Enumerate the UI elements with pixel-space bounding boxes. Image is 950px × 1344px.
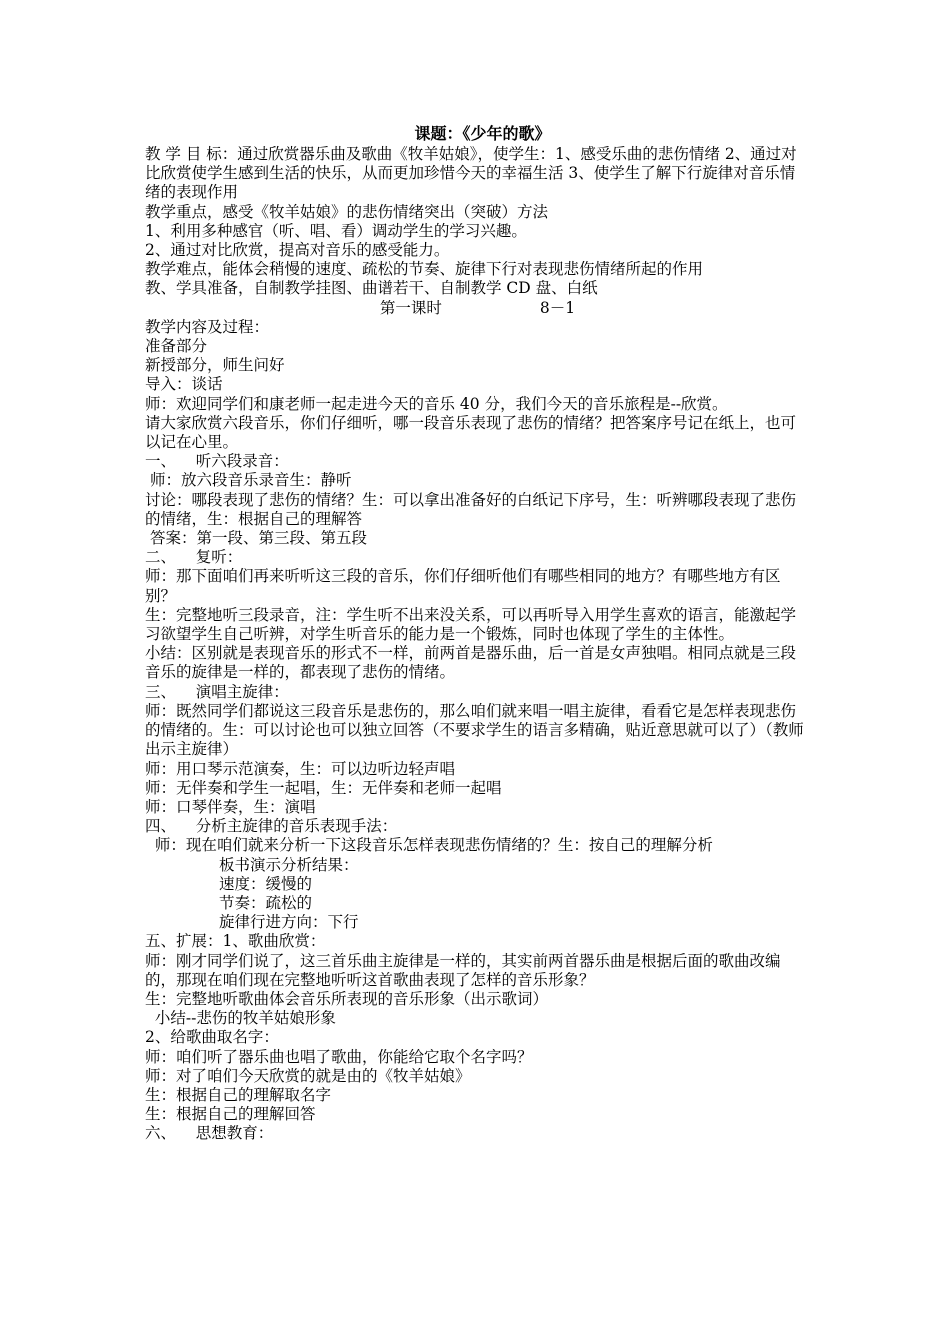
process-line: 师：欢迎同学们和康老师一起走进今天的音乐 40 分，我们今天的音乐旅程是--欣赏。 [145,394,728,413]
process-line: 导入：谈话 [145,375,223,394]
lesson-period-label: 第一课时 [379,298,442,317]
process-line: 生：根据自己的理解回答 [145,1105,316,1124]
process-line: 答案：第一段、第三段、第五段 [145,529,367,548]
process-line: 师：刚才同学们说了，这三首乐曲主旋律是一样的，其实前两首器乐曲是根据后面的歌曲改编的，那现在咱们现在完整地听听这首歌曲表现了怎样的音乐形象？ [145,951,781,989]
process-line: 新授部分，师生问好 [145,356,285,375]
lesson-title: 课题：《少年的歌》 [414,124,551,143]
teaching-difficulty: 教学难点，能体会稍慢的速度、疏松的节奏、旋律下行对表现悲伤情绪所起的作用 [145,260,704,279]
process-line: 生：根据自己的理解取名字 [145,1085,332,1104]
process-line: 师：用口琴示范演奏，生：可以边听边轻声唱 [145,759,456,778]
process-line: 请大家欣赏六段音乐，你们仔细听，哪一段音乐表现了悲伤的情绪？把答案序号记在纸上，也可以记在心里。 [145,413,797,452]
process-line: 师：无伴奏和学生一起唱，生：无伴奏和老师一起唱 [145,778,502,797]
section-heading: 四、 分析主旋律的音乐表现手法： [145,817,398,836]
board-line: 速度：缓慢的 [219,874,313,893]
method-item-1: 1、利用多种感官（听、唱、看）调动学生的学习兴趣。 [145,221,527,240]
process-line: 师：咱们听了器乐曲也唱了歌曲，你能给它取个名字吗？ [145,1047,533,1066]
process-line: 教学内容及过程： [145,317,270,336]
process-line: 师：对了咱们今天欣赏的就是由的《牧羊姑娘》 [145,1066,471,1085]
teaching-materials: 教、学具准备，自制教学挂图、曲谱若干、自制教学 CD 盘、白纸 [145,279,598,298]
process-line: 师：现在咱们就来分析一下这段音乐怎样表现悲伤情绪的？生：按自己的理解分析 [145,836,713,855]
board-line: 节奏：疏松的 [219,893,313,912]
section-heading: 三、 演唱主旋律： [145,682,289,701]
board-line: 板书演示分析结果： [219,855,359,874]
board-line: 旋律行进方向：下行 [219,913,359,932]
document-page [145,123,810,1144]
method-item-2: 2、通过对比欣赏，提高对音乐的感受能力。 [145,241,450,260]
process-line: 师：放六段音乐录音生：静听 [145,471,352,490]
process-line: 师：口琴伴奏，生：演唱 [145,797,316,816]
process-line: 讨论：哪段表现了悲伤的情绪？生：可以拿出准备好的白纸记下序号，生：听辨哪段表现了悲伤的情绪，生：根据自己的理解答 [145,490,797,528]
process-line: 小结--悲伤的牧羊姑娘形象 [145,1009,336,1028]
section-heading: 六、 思想教育： [145,1124,274,1143]
process-line: 师：那下面咱们再来听听这三段的音乐，你们仔细听他们有哪些相同的地方？有哪些地方有区别？ [145,567,781,605]
process-line: 生：完整地听歌曲体会音乐所表现的音乐形象（出示歌词） [145,989,549,1008]
lesson-period-code: 8－1 [539,298,576,317]
teaching-key-point: 教学重点，感受《牧羊姑娘》的悲伤情绪突出（突破）方法 [145,202,549,221]
process-line: 师：既然同学们都说这三段音乐是悲伤的，那么咱们就来唱一唱主旋律，看看它是怎样表现悲伤的情绪的。生：可以讨论也可以独立回答（不要求学生的语言多精确，贴近意思就可以了）（教师出示主旋律） [145,701,804,759]
process-line: 小结：区别就是表现音乐的形式不一样，前两首是器乐曲，后一首是女声独唱。相同点就是三段音乐的旋律是一样的，都表现了悲伤的情绪。 [145,644,797,682]
process-line: 2、给歌曲取名字： [145,1028,279,1047]
process-line: 生：完整地听三段录音，注：学生听不出来没关系，可以再听导入用学生喜欢的语言，能激起学习欲望学生自己听辨，对学生听音乐的能力是一个锻炼，同时也体现了学生的主体性。 [145,605,797,644]
lesson-period-row [145,299,810,318]
section-heading: 二、 复听： [145,548,243,567]
section-heading: 五、扩展：1、歌曲欣赏： [145,932,326,951]
section-heading: 一、 听六段录音： [145,452,289,471]
process-line: 准备部分 [145,337,208,356]
teaching-objectives: 教 学 目 标：通过欣赏器乐曲及歌曲《牧羊姑娘》，使学生：1、感受乐曲的悲伤情绪 2、通过对比欣赏使学生感到生活的快乐，从而更加珍惜今天的幸福生活 3、使学生了解下行旋律对音乐情绪的表现作用 [145,145,797,202]
